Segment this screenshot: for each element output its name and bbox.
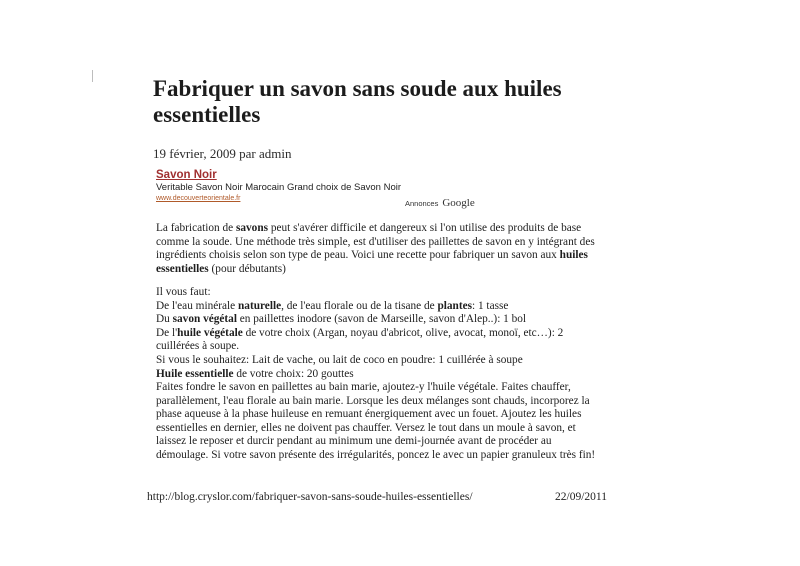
text-run: ingrédients choisis selon son type de peau. Voici une recette pour fabriquer un savon aux [156,249,560,262]
ad-title-link[interactable]: Savon Noir [156,169,217,181]
instructions-line [156,422,604,436]
intro-line [156,263,604,277]
text-run: Si vous le souhaitez: Lait de vache, ou lait de coco en poudre: 1 cuillérée à soupe [156,353,523,366]
ingredients-line [156,340,604,354]
text-run: Faites fondre le savon en paillettes au bain marie, ajoutez-y l'huile végétale. Faites chauffer, [156,381,571,393]
instructions-line [156,449,604,463]
bold-text: naturelle [238,299,282,312]
article-title: Fabriquer un savon sans soude aux huiles essentielles [153,76,562,127]
text-run: laissez le reposer et durcir pendant au minimum une demi-journée avant de procéder au [156,435,552,448]
bold-text: savon végétal [172,313,237,326]
text-run: : 1 tasse [472,299,509,312]
text-run: comme la soude. Une méthode très simple, est d'utiliser des paillettes de savon en y intégrant des [156,235,595,248]
article-meta: 19 février, 2009 par admin [153,146,292,161]
ingredients-list [156,286,604,381]
instructions-line [156,408,604,422]
text-run: Il vous faut: [156,286,211,298]
text-run: De l'eau minérale [156,299,239,312]
text-run: de votre choix: 20 gouttes [233,367,354,380]
text-run: parallèlement, l'eau florale au bain marie. Lorsque les deux mélanges sont chauds, incorporez la [156,394,590,407]
text-run: démoulage. Si votre savon présente des irrégularités, poncez le avec un papier granuleux très fin! [156,448,596,461]
google-logo: Google [442,197,475,209]
text-run: phase aqueuse à la phase huileuse en remuant énergiquement avec un fouet. Ajoutez les huiles [156,408,582,421]
ingredients-line [156,313,604,327]
ingredients-line [156,354,604,368]
intro-paragraph [156,222,604,276]
text-run: peut s'avérer difficile et dangereux si l'on utilise des produits de base [268,222,582,234]
intro-line [156,236,604,250]
ingredients-line [156,300,604,314]
bold-text: plantes [437,299,472,312]
text-run: en paillettes inodore (savon de Marseille, savon d'Alep..): 1 bol [236,313,527,326]
bold-text: huiles [559,249,588,262]
ad-url-link[interactable]: www.decouverteorientale.fr [156,195,241,202]
ingredients-line [156,368,604,382]
ingredients-line [156,327,604,341]
text-run: essentielles en dernier, elles ne doivent pas chauffer. Versez le tout dans un moule à savon, et [156,421,576,434]
text-run: De l' [156,326,178,339]
footer-print-date: 22/09/2011 [555,491,607,503]
ingredients-line [156,286,604,300]
instructions-line [156,381,604,395]
bold-text: huile végétale [177,326,243,339]
ad-description: Veritable Savon Noir Marocain Grand choix de Savon Noir [156,182,402,193]
text-run: Du [156,313,173,326]
text-run: cuillérées à soupe. [156,340,240,353]
text-run: La fabrication de [156,222,236,234]
bold-text: savons [235,222,269,234]
intro-line [156,249,604,263]
instructions-line [156,435,604,449]
text-run: , de l'eau florale ou de la tisane de [281,299,438,312]
instructions-line [156,395,604,409]
intro-line [156,222,604,236]
ads-by-google[interactable] [405,197,475,209]
instructions-paragraph [156,381,604,463]
bold-text: essentielles [156,262,209,275]
text-run: de votre choix (Argan, noyau d'abricot, olive, avocat, monoï, etc…): 2 [242,326,564,339]
scan-edge-mark [92,70,93,82]
ads-label: Annonces [405,199,439,208]
text-run: (pour débutants) [208,262,286,275]
footer-source-url: http://blog.cryslor.com/fabriquer-savon-sans-soude-huiles-essentielles/ [147,491,473,503]
bold-text: Huile essentielle [156,367,234,380]
